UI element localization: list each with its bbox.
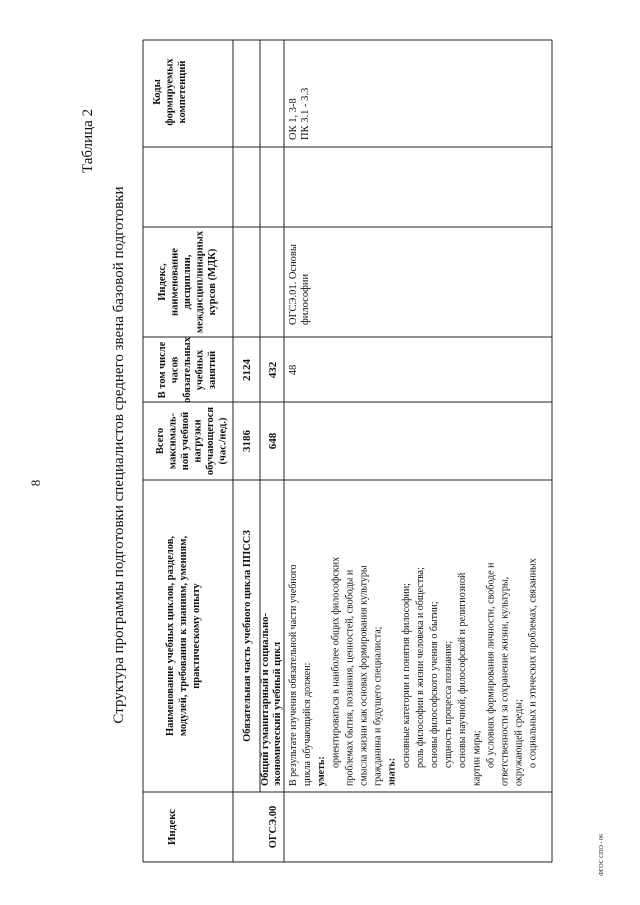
row-ogse-required: 432 xyxy=(267,361,279,379)
philosophy-requirement-line: роль философии в жизни человека и общества; xyxy=(414,567,426,768)
row-ogse-name: Общий гуманитарный и социально- xyxy=(260,613,271,786)
philosophy-requirement-line: основы научной, философской и религиозной xyxy=(457,572,469,768)
header-required-hours: В том числе xyxy=(157,341,168,399)
philosophy-requirement-line: смысла жизни как основах формирования культуры xyxy=(358,565,370,786)
philosophy-requirement-line: о социальных и этических проблемах, связанных xyxy=(527,558,539,768)
row-mandatory-required: 2124 xyxy=(241,359,253,381)
philosophy-requirement-line: уметь: xyxy=(316,756,328,786)
philosophy-requirement-line: об условиях формирования личности, свободе и xyxy=(485,562,497,768)
philosophy-requirement-line: В результате изучения обязательной части учебного xyxy=(288,564,299,786)
philosophy-requirement-line: основные категории и понятия философии; xyxy=(400,583,412,768)
philosophy-requirement-line: сущность процесса познания; xyxy=(443,641,455,768)
header-discipline: курсов (МДК) xyxy=(207,248,218,316)
header-max-load: нагрузки xyxy=(192,419,204,463)
row-mandatory-max-load: 3186 xyxy=(241,430,253,452)
row-philosophy-discipline: философии xyxy=(300,273,311,325)
header-name: модулей, требования к знаниям, умениям, xyxy=(178,535,189,737)
philosophy-requirement-line: гражданина и будущего специалиста; xyxy=(372,626,384,786)
header-max-load: ной учебной xyxy=(180,411,191,471)
header-competences: Коды xyxy=(152,79,163,105)
row-philosophy-required: 48 xyxy=(288,364,299,376)
row-philosophy-competences: ОК 1, 3-8 xyxy=(288,98,299,140)
header-competences: формируемых xyxy=(164,58,176,126)
philosophy-requirement-line: окружающей среды; xyxy=(513,699,525,786)
header-max-load: Всего xyxy=(155,427,166,455)
row-ogse-index: ОГСЭ.00 xyxy=(268,805,279,849)
header-required-hours: учебных xyxy=(194,349,206,391)
philosophy-requirement-line: знать: xyxy=(386,757,398,786)
row-philosophy-discipline: ОГСЭ.01. Основы xyxy=(288,244,299,325)
header-name: практическому опыту xyxy=(191,583,202,689)
header-required-hours: обязательных xyxy=(182,337,193,403)
header-required-hours: занятий xyxy=(207,350,218,390)
header-max-load: максималь- xyxy=(167,412,179,470)
header-required-hours: часов xyxy=(169,356,181,384)
philosophy-requirement-line: ориентироваться в наиболее общих философских xyxy=(330,556,342,768)
header-discipline: наименование xyxy=(169,248,181,316)
philosophy-requirement-line: основы философского учения о бытии; xyxy=(429,601,440,768)
page-footer: ФГОС СПО - 06 xyxy=(599,834,605,876)
header-discipline: Индекс, xyxy=(157,263,168,301)
philosophy-requirement-line: цикла обучающийся должен: xyxy=(302,662,314,786)
header-max-load: (час./нед.) xyxy=(217,417,229,465)
table-title: Структура программы подготовки специалистов среднего звена базовой подготовки xyxy=(111,186,127,724)
header-competences: компетенций xyxy=(177,60,188,124)
philosophy-requirement-line: картин мира; xyxy=(471,730,483,786)
row-ogse-name: экономический учебный цикл xyxy=(272,641,283,786)
header-index: Индекс xyxy=(166,808,178,846)
header-name: Наименование учебных циклов, разделов, xyxy=(165,535,176,737)
row-mandatory-name: Обязательная часть учебного цикла ППССЗ xyxy=(242,530,253,742)
table-structure xyxy=(152,58,539,849)
row-ogse-max-load: 648 xyxy=(267,432,279,450)
philosophy-requirement-line: ответственности за сохранение жизни, культуры, xyxy=(499,576,511,786)
header-max-load: обучающегося xyxy=(205,406,216,476)
philosophy-requirement-line: проблемах бытия, познания, ценностей, свободы и xyxy=(344,569,356,786)
header-discipline: междисциплинарных xyxy=(194,230,206,334)
row-philosophy-competences: ПК 3.1 - 3.3 xyxy=(300,87,311,140)
header-discipline: дисциплин, xyxy=(182,254,193,310)
table-label: Таблица 2 xyxy=(80,108,96,174)
page-number: 8 xyxy=(28,479,43,487)
